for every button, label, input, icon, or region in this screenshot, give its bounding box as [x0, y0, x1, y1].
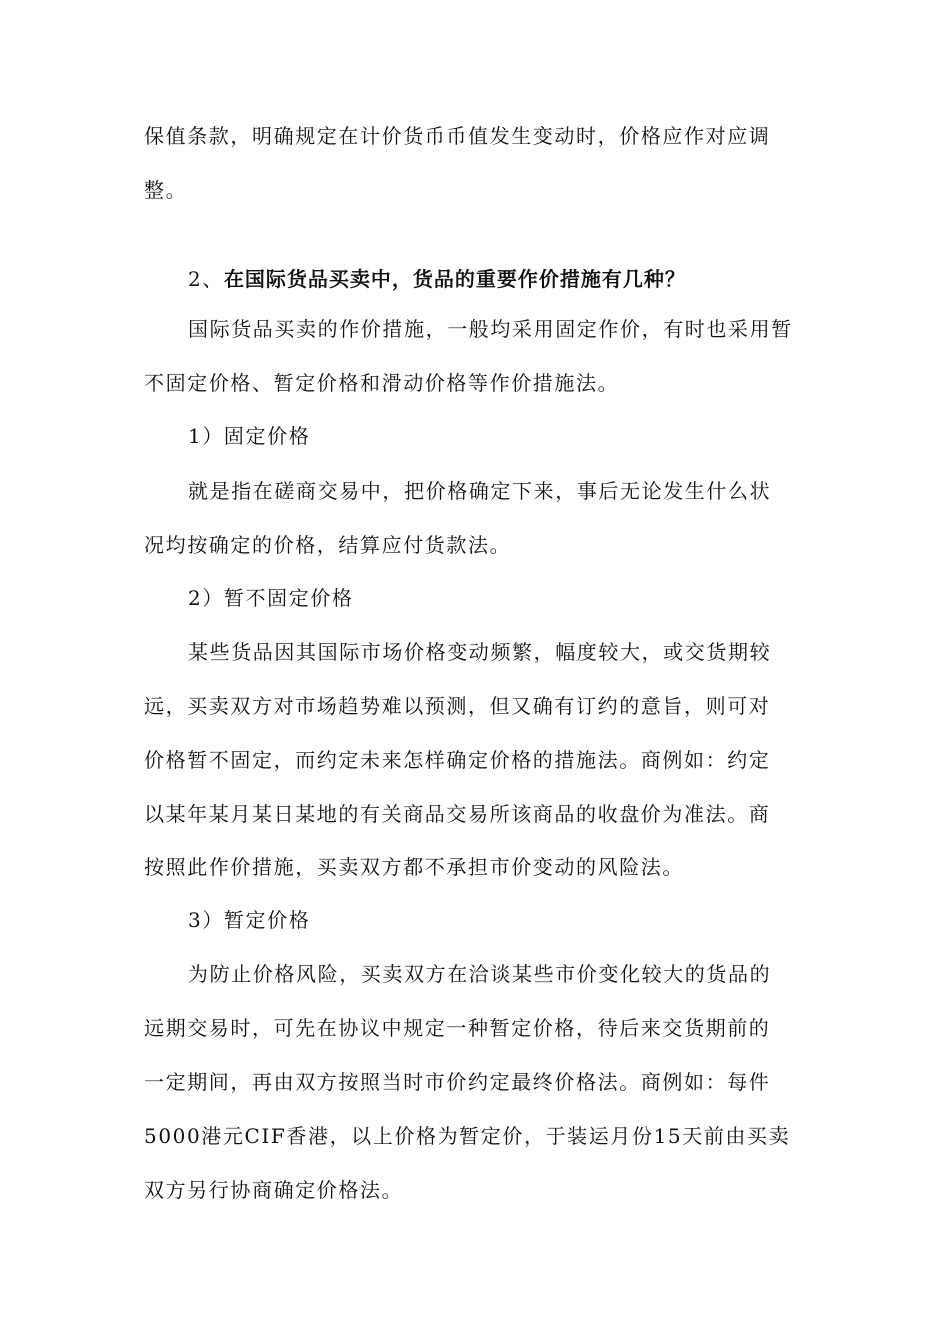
section-line: 以某年某月某日某地的有关商品交易所该商品的收盘价为准法。商: [144, 802, 771, 826]
section-line: 某些货品因其国际市场价格变动频繁，幅度较大，或交货期较: [188, 640, 772, 664]
intro-line: 不固定价格、暂定价格和滑动价格等作价措施法。: [144, 371, 620, 395]
section-line: 况均按确定的价格，结算应付货款法。: [144, 533, 512, 557]
section-heading: 1）固定价格: [188, 424, 311, 448]
section-line: 远，买卖双方对市场趋势难以预测，但又确有订约的意旨，则可对: [144, 694, 771, 718]
paragraph-line: 整。: [144, 178, 188, 202]
section-line: 一定期间，再由双方按照当时市价约定最终价格法。商例如：每件: [144, 1070, 771, 1094]
paragraph-line: 保值条款，明确规定在计价货币币值发生变动时，价格应作对应调: [144, 124, 771, 148]
section-line: 价格暂不固定，而约定未来怎样确定价格的措施法。商例如：约定: [144, 748, 771, 772]
section-line: 为防止价格风险，买卖双方在洽谈某些市价变化较大的货品的: [188, 962, 772, 986]
section-line: 5000港元CIF香港，以上价格为暂定价，于装运月份15天前由买卖: [144, 1124, 791, 1148]
question-heading: [188, 265, 686, 293]
section-line: 就是指在磋商交易中，把价格确定下来，事后无论发生什么状: [188, 479, 772, 503]
intro-line: 国际货品买卖的作价措施，一般均采用固定作价，有时也采用暂: [188, 317, 793, 341]
section-heading: 2）暂不固定价格: [188, 586, 354, 610]
section-heading: 3）暂定价格: [188, 908, 311, 932]
section-line: 远期交易时，可先在协议中规定一种暂定价格，待后来交货期前的: [144, 1016, 771, 1040]
section-line: 按照此作价措施，买卖双方都不承担市价变动的风险法。: [144, 855, 684, 879]
question-number: 2、: [188, 267, 224, 291]
section-line: 双方另行协商确定价格法。: [144, 1178, 404, 1202]
question-text: 在国际货品买卖中，货品的重要作价措施有几种？: [223, 267, 686, 291]
